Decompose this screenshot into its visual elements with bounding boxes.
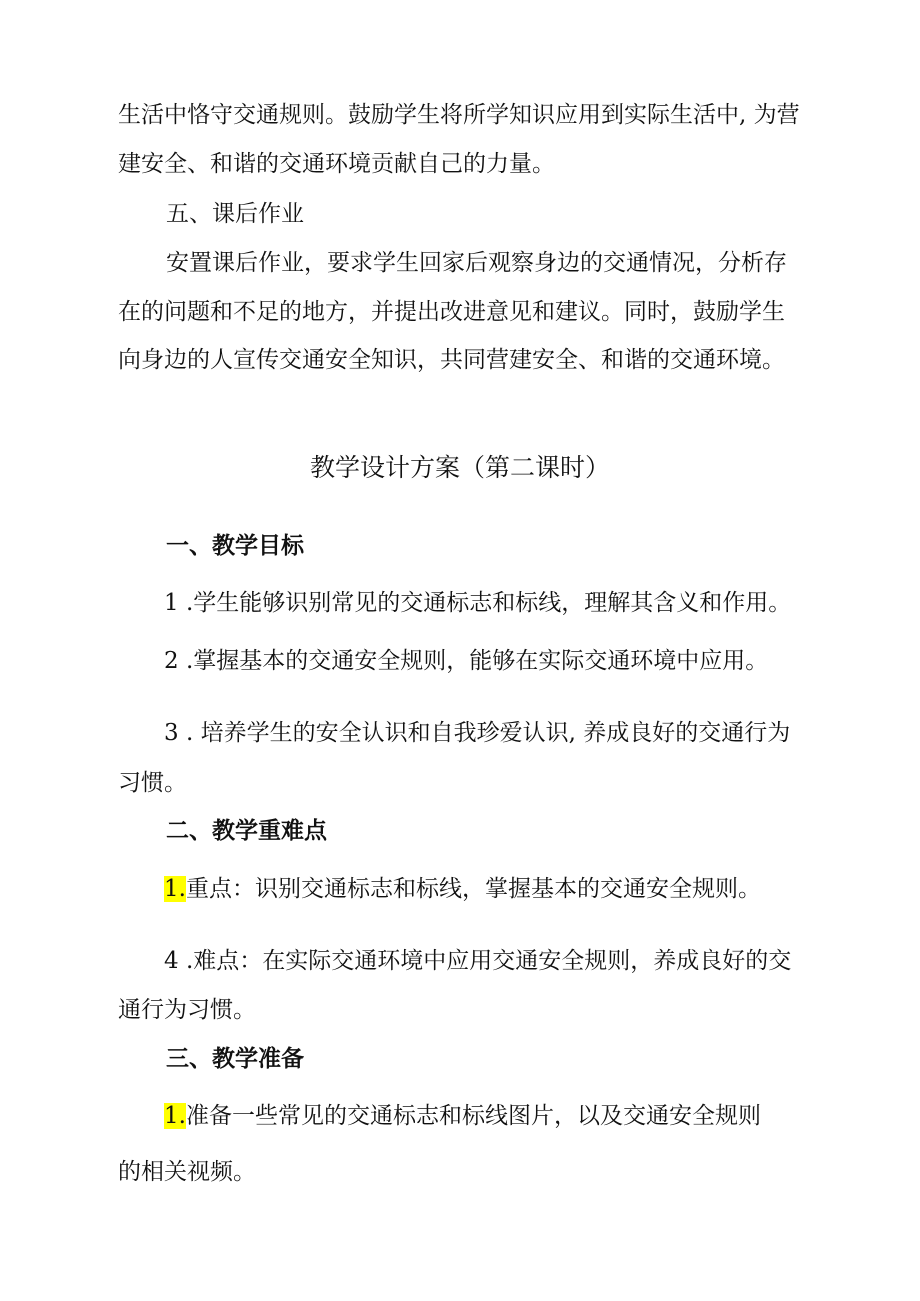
preparation-heading: 三、教学准备 bbox=[166, 1045, 304, 1072]
top-paragraph-line-1: 生活中恪守交通规则。鼓励学生将所学知识应用到实际生活中, 为营 bbox=[118, 102, 800, 128]
top-paragraph-line-2: 建安全、和谐的交通环境贡献自己的力量。 bbox=[118, 151, 555, 177]
homework-line-1: 安置课后作业，要求学生回家后观察身边的交通情况，分析存 bbox=[166, 250, 787, 276]
goal-item-2: 2 .掌握基本的交通安全规则，能够在实际交通环境中应用。 bbox=[164, 648, 769, 674]
key-point-1-text: 重点：识别交通标志和标线，掌握基本的交通安全规则。 bbox=[185, 876, 761, 902]
key-point-item-2-line-2: 通行为习惯。 bbox=[118, 997, 256, 1023]
section-title: 教学设计方案（第二课时） bbox=[309, 453, 610, 482]
preparation-1-text: 准备一些常见的交通标志和标线图片，以及交通安全规则 bbox=[185, 1103, 761, 1129]
homework-heading: 五、课后作业 bbox=[166, 201, 304, 227]
preparation-item-1-line-1 bbox=[164, 1100, 761, 1132]
goals-heading: 一、教学目标 bbox=[166, 532, 304, 559]
homework-line-2: 在的问题和不足的地方，并提出改进意见和建议。同时，鼓励学生 bbox=[118, 299, 785, 325]
homework-line-3: 向身边的人宣传交通安全知识，共同营建安全、和谐的交通环境。 bbox=[118, 347, 785, 373]
goal-item-3-line-1: 3 . 培养学生的安全认识和自我珍爱认识, 养成良好的交通行为 bbox=[164, 720, 791, 746]
preparation-1-number: 1. bbox=[164, 1103, 186, 1129]
key-points-heading: 二、教学重难点 bbox=[166, 817, 327, 844]
preparation-item-1-line-2: 的相关视频。 bbox=[118, 1159, 256, 1185]
key-point-item-1 bbox=[164, 873, 761, 905]
key-point-1-number: 1. bbox=[164, 876, 186, 902]
key-point-item-2-line-1: 4 .难点：在实际交通环境中应用交通安全规则，养成良好的交 bbox=[164, 948, 792, 974]
goal-item-3-line-2: 习惯。 bbox=[118, 770, 187, 796]
goal-item-1: 1 .学生能够识别常见的交通标志和标线，理解其含义和作用。 bbox=[164, 590, 792, 616]
